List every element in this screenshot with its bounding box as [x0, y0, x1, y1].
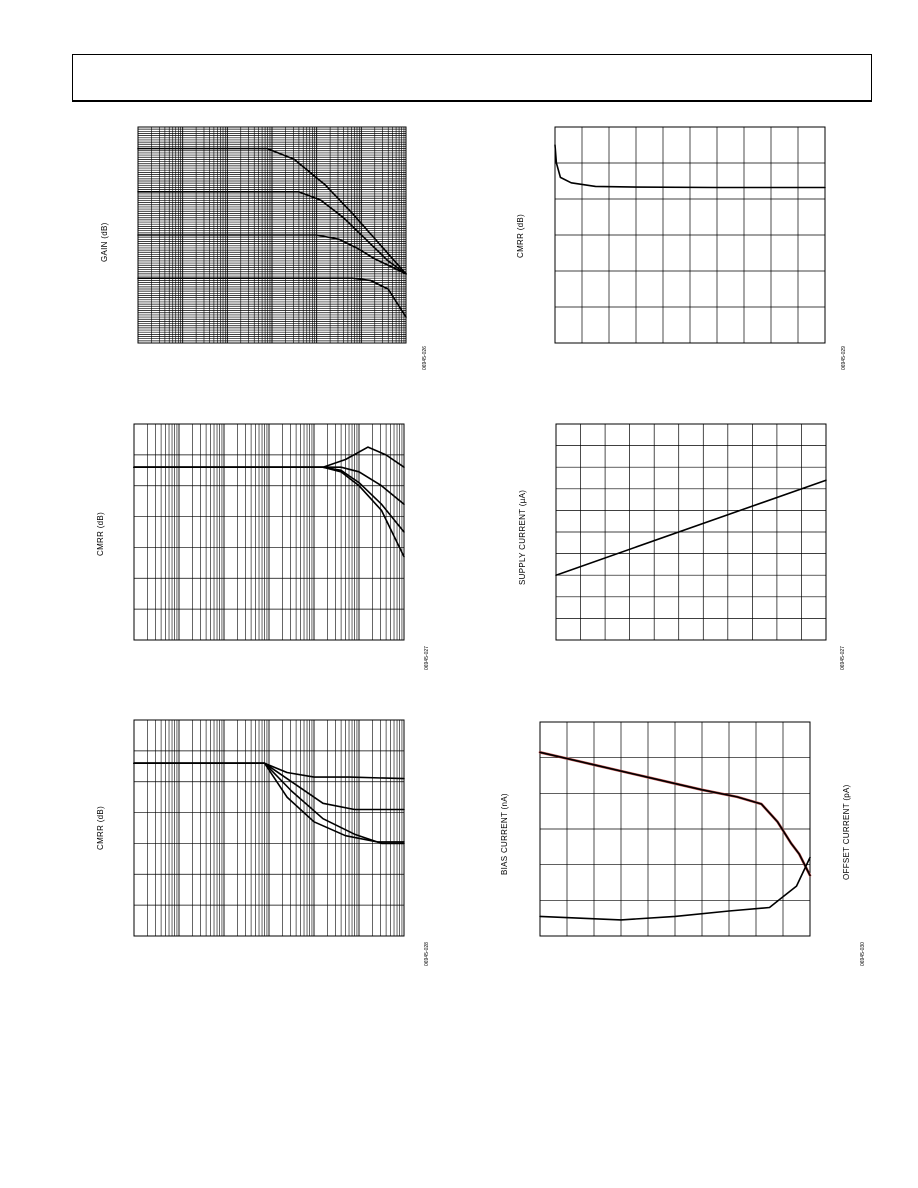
chart-gain-vs-frequency-svg [138, 127, 406, 343]
offset-current-y-axis-label: OFFSET CURRENT (pA) [842, 784, 851, 880]
cmrr-freq1-y-axis-label: CMRR (dB) [96, 511, 105, 556]
supply-current-figure-id: 06945-027 [840, 646, 846, 670]
chart-cmrr-vs-frequency-1-svg [134, 424, 404, 640]
chart-cmrr-vs-frequency-1 [134, 424, 404, 640]
gain-figure-id: 06945-026 [422, 346, 428, 370]
chart-bias-offset-current-svg [540, 722, 810, 936]
cmrr-time-y-axis-label: CMRR (dB) [516, 213, 525, 258]
bias-figure-id: 06945-030 [860, 942, 866, 966]
chart-cmrr-vs-frequency-2 [134, 720, 404, 936]
chart-supply-current-svg [556, 424, 826, 640]
chart-gain-vs-frequency [138, 127, 406, 343]
cmrr-freq1-figure-id: 06945-027 [424, 646, 430, 670]
cmrr-freq2-y-axis-label: CMRR (dB) [96, 805, 105, 850]
chart-cmrr-vs-frequency-2-svg [134, 720, 404, 936]
cmrr-time-figure-id: 06945-029 [841, 346, 847, 370]
series-line-1 [556, 480, 826, 575]
cmrr-freq2-figure-id: 06945-028 [424, 942, 430, 966]
page-header-box [72, 54, 872, 102]
gain-y-axis-label: GAIN (dB) [100, 222, 109, 262]
chart-supply-current [556, 424, 826, 640]
chart-cmrr-vs-time-svg [555, 127, 825, 343]
chart-cmrr-vs-time [555, 127, 825, 343]
chart-bias-offset-current [540, 722, 810, 936]
bias-current-y-axis-label: BIAS CURRENT (nA) [500, 793, 509, 875]
supply-current-y-axis-label: SUPPLY CURRENT (µA) [518, 489, 527, 585]
